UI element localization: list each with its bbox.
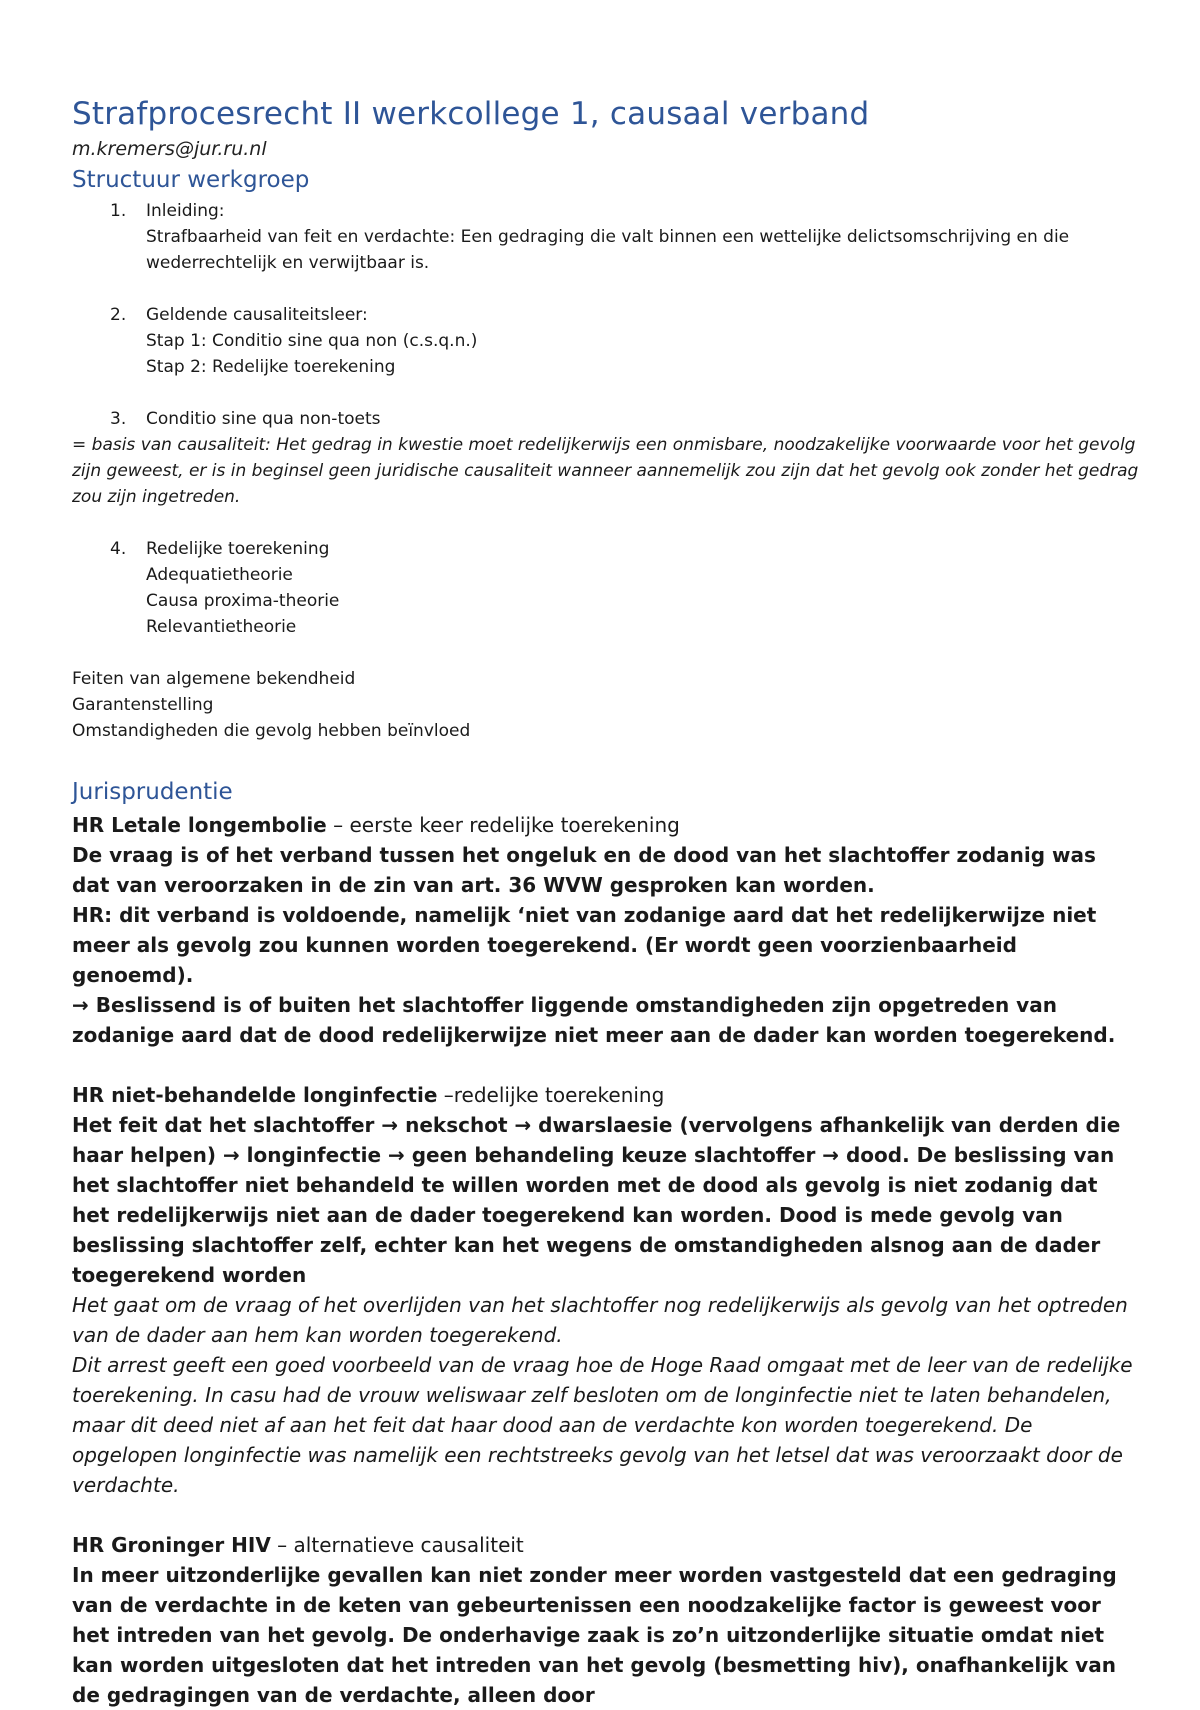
list-item xyxy=(72,198,1140,276)
extra-line: Feiten van algemene bekendheid xyxy=(72,669,356,689)
list-item-sub: Stap 1: Conditio sine qua non (c.s.q.n.) xyxy=(146,331,478,351)
list-item xyxy=(72,406,1140,432)
list-number: 4. xyxy=(110,539,127,559)
document-title: Strafprocesrecht II werkcollege 1, causaal verband xyxy=(72,96,870,132)
list-item-label: Redelijke toerekening xyxy=(146,539,330,559)
case-italic-paragraph: Het gaat om de vraag of het overlijden van het slachtoffer nog redelijkerwijs als gevolg van het optreden van de dader aan hem kan worden toegerekend. xyxy=(72,1293,1128,1347)
case-name: HR Letale longembolie xyxy=(72,813,327,837)
case-subtitle: – eerste keer redelijke toerekening xyxy=(326,813,680,837)
list-item-sub: Strafbaarheid van feit en verdachte: Een gedraging die valt binnen een wettelijke delictsomschrijving en die wederrechtelijk en verwijtbaar is. xyxy=(146,227,1070,273)
case-block xyxy=(72,810,1140,1050)
case-heading xyxy=(72,810,1140,840)
list-item-sub: Stap 2: Redelijke toerekening xyxy=(146,357,396,377)
list-number: 3. xyxy=(110,409,127,429)
case-paragraph: Het feit dat het slachtoffer → nekschot → dwarslaesie (vervolgens afhankelijk van derden die haar helpen) → longinfectie → geen behandeling keuze slachtoffer → dood. De beslissing van het slachtoffer niet behandeld te willen worden met de dood als gevolg is niet zodanig dat het redelijkerwijs niet aan de dader toegerekend kan worden. Dood is mede gevolg van beslissing slachtoffer zelf, echter kan het wegens de omstandigheden alsnog aan de dader toegerekend worden xyxy=(72,1113,1121,1287)
case-block xyxy=(72,1530,1140,1710)
case-paragraph: → Beslissend is of buiten het slachtoffer liggende omstandigheden zijn opgetreden van zodanige aard dat de dood redelijkerwijze niet meer aan de dader kan worden toegerekend. xyxy=(72,993,1116,1047)
document-page xyxy=(72,92,1140,1710)
list-number: 1. xyxy=(110,201,127,221)
case-paragraph: De vraag is of het verband tussen het ongeluk en de dood van het slachtoffer zodanig was dat van veroorzaken in de zin van art. 36 WVW gesproken kan worden. xyxy=(72,843,1096,897)
case-block xyxy=(72,1080,1140,1500)
case-name: HR niet-behandelde longinfectie xyxy=(72,1083,438,1107)
list-item-label: Conditio sine qua non-toets xyxy=(146,409,381,429)
list-item-label: Inleiding: xyxy=(146,201,225,221)
jurisprudentie-body xyxy=(72,810,1140,1710)
case-paragraph: In meer uitzonderlijke gevallen kan niet zonder meer worden vastgesteld dat een gedraging van de verdachte in de keten van gebeurtenissen een noodzakelijke factor is geweest voor het intreden van het gevolg. De onderhavige zaak is zo’n uitzonderlijke situatie omdat niet kan worden uitgesloten dat het intreden van het gevolg (besmetting hiv), onafhankelijk van de gedragingen van de verdachte, alleen door xyxy=(72,1563,1117,1707)
author-email: m.kremers@jur.ru.nl xyxy=(72,138,267,160)
section-heading-structuur: Structuur werkgroep xyxy=(72,167,310,193)
list-item-sub: Causa proxima-theorie xyxy=(146,591,340,611)
case-subtitle: – alternatieve causaliteit xyxy=(270,1533,524,1557)
list-item xyxy=(72,536,1140,640)
case-italic-paragraph: Dit arrest geeft een goed voorbeeld van de vraag hoe de Hoge Raad omgaat met de leer van de redelijke toerekening. In casu had de vrouw weliswaar zelf besloten om de longinfectie niet te laten behandelen, maar dit deed niet af aan het feit dat haar dood aan de verdachte kon worden toegerekend. De opgelopen longinfectie was namelijk een rechtstreeks gevolg van het letsel dat was veroorzaakt door de verdachte. xyxy=(72,1353,1133,1497)
structuur-list xyxy=(72,198,1140,744)
case-heading xyxy=(72,1530,1140,1560)
case-paragraph: HR: dit verband is voldoende, namelijk ‘niet van zodanige aard dat het redelijkerwijze niet meer als gevolg zou kunnen worden toegerekend. (Er wordt geen voorzienbaarheid genoemd). xyxy=(72,903,1097,987)
csqn-note: = basis van causaliteit: Het gedrag in kwestie moet redelijkerwijs een onmisbare, noodzakelijke voorwaarde voor het gevolg zijn geweest, er is in beginsel geen juridische causaliteit wanneer aannemelijk zou zijn dat het gevolg ook zonder het gedrag zou zijn ingetreden. xyxy=(72,435,1139,507)
section-heading-jurisprudentie: Jurisprudentie xyxy=(72,779,233,805)
case-heading xyxy=(72,1080,1140,1110)
list-item-sub: Relevantietheorie xyxy=(146,617,297,637)
list-item xyxy=(72,302,1140,380)
extra-line: Omstandigheden die gevolg hebben beïnvloed xyxy=(72,721,471,741)
list-item-sub: Adequatietheorie xyxy=(146,565,293,585)
case-subtitle: –redelijke toerekening xyxy=(437,1083,665,1107)
list-number: 2. xyxy=(110,305,127,325)
case-name: HR Groninger HIV xyxy=(72,1533,271,1557)
list-item-label: Geldende causaliteitsleer: xyxy=(146,305,368,325)
extra-line: Garantenstelling xyxy=(72,695,214,715)
